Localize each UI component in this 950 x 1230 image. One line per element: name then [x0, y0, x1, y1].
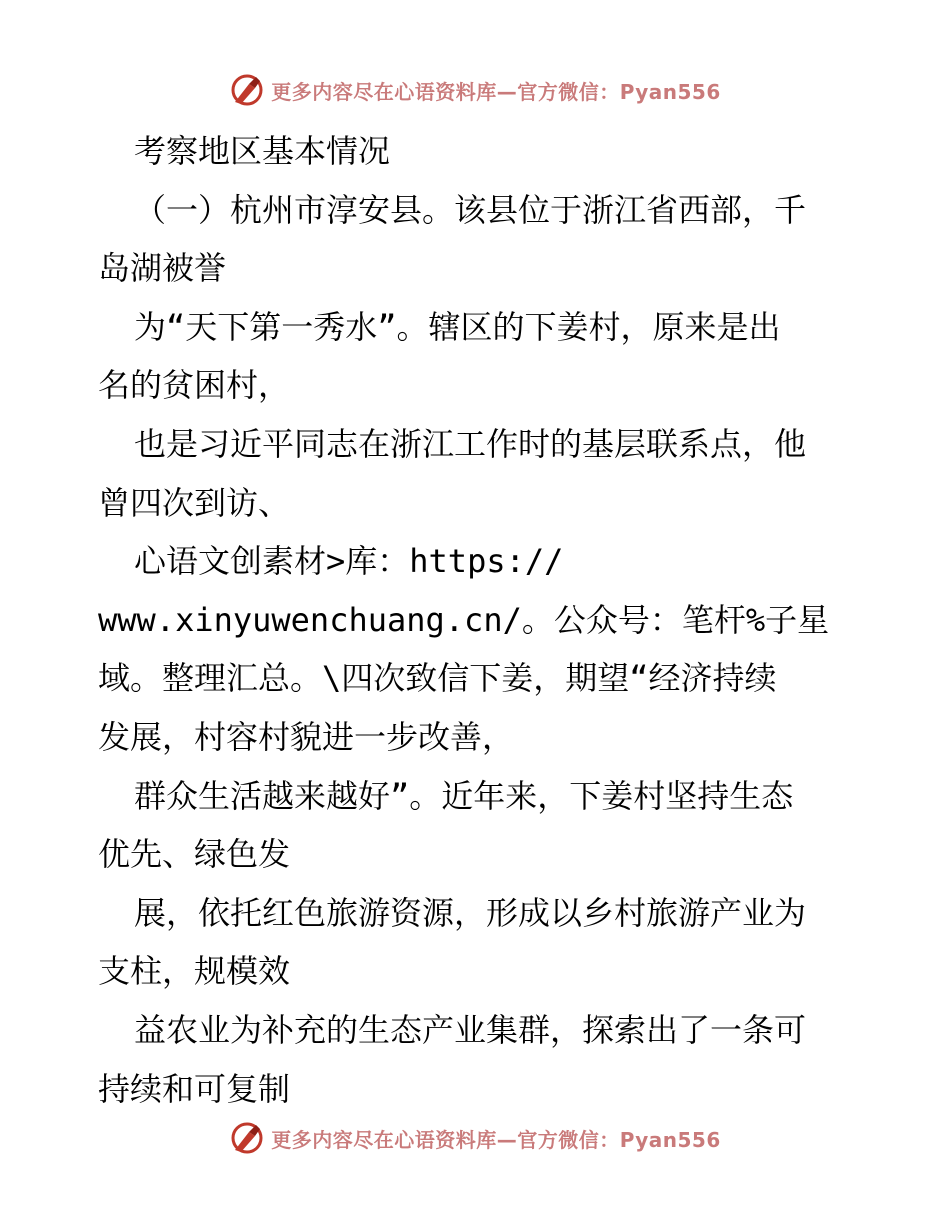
pen-logo-icon: [229, 72, 265, 108]
text-line: 域。整理汇总。\四次致信下姜，期望“经济持续: [98, 659, 777, 698]
body-text: [98, 122, 858, 1118]
text-line: 考察地区基本情况: [134, 132, 391, 170]
footer-banner: [0, 1118, 950, 1158]
text-line: 为“天下第一秀水”。辖区的下姜村，原来是出: [134, 307, 781, 346]
text-line: 支柱，规模效: [98, 952, 291, 991]
text-line: 展，依托红色旅游资源，形成以乡村旅游产业为: [134, 893, 807, 932]
text-line: 益农业为补充的生态产业集群，探索出了一条可: [134, 1010, 807, 1049]
text-line: 岛湖被誉: [98, 249, 227, 288]
pen-logo-icon: [229, 1120, 265, 1156]
text-line: 群众生活越来越好”。近年来，下姜村坚持生态: [134, 776, 794, 815]
header-banner-text: 更多内容尽在心语资料库—官方微信：Pyan556: [271, 79, 721, 104]
text-line: 优先、绿色发: [98, 835, 291, 874]
text-line: www.xinyuwenchuang.cn/。公众号：笔杆%子星: [98, 600, 830, 639]
text-line: 心语文创素材>库：https://: [134, 542, 564, 581]
header-banner: [0, 70, 950, 110]
text-line: 也是习近平同志在浙江工作时的基层联系点，他: [134, 424, 807, 463]
text-line: 曾四次到访、: [98, 483, 291, 522]
text-line: 发展，村容村貌进一步改善，: [98, 717, 515, 756]
footer-banner-text: 更多内容尽在心语资料库—官方微信：Pyan556: [271, 1127, 721, 1152]
text-line: （一）杭州市淳安县。该县位于浙江省西部，千: [134, 190, 807, 229]
text-line: 持续和可复制: [98, 1069, 291, 1108]
text-line: 名的贫困村，: [98, 366, 291, 405]
